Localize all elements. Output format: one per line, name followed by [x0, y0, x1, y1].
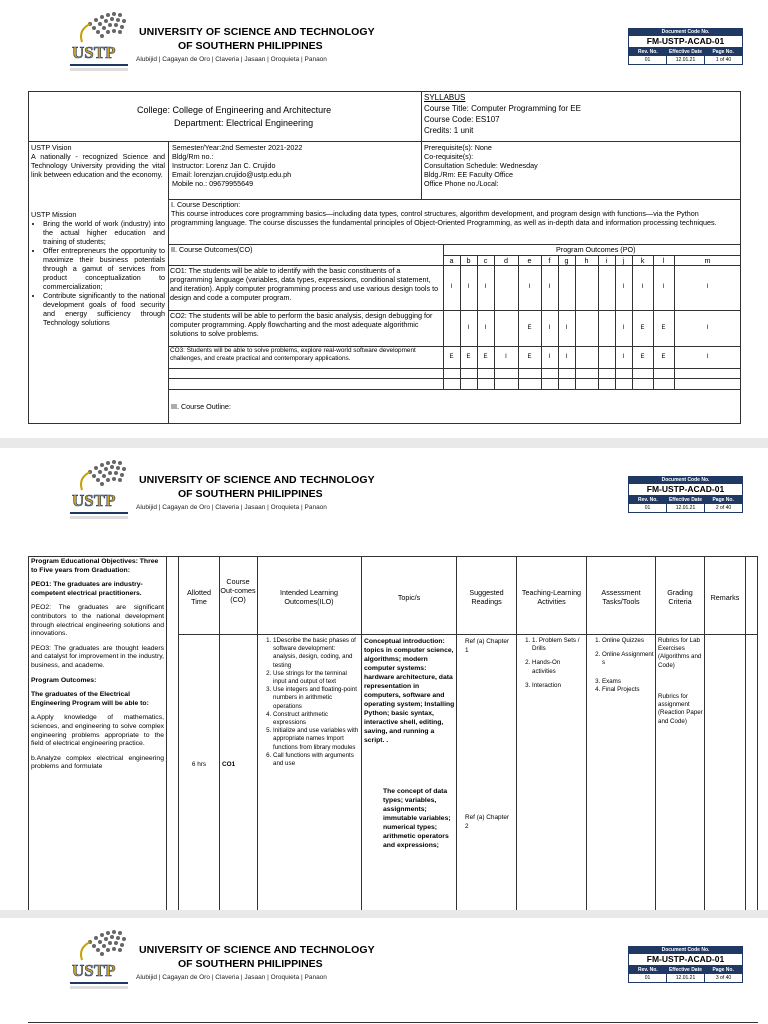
department-name: Department: Electrical Engineering: [174, 118, 314, 128]
doc-code: FM-USTP-ACAD-01: [629, 954, 742, 966]
ilo-item: 6. Call functions with arguments and use: [273, 752, 360, 768]
semester: Semester/Year:2nd Semester 2021-2022: [172, 143, 303, 152]
po-mark: E: [449, 353, 454, 360]
tla-item: 1. 1. Problem Sets / Drills: [532, 637, 585, 653]
doc-code: FM-USTP-ACAD-01: [629, 36, 742, 48]
eff-label: Effective Date: [667, 48, 705, 56]
page-number: 3 of 40: [715, 975, 732, 981]
po-mark: I: [641, 284, 644, 290]
po-letter-h: h: [584, 256, 589, 265]
po-mark: I: [622, 353, 625, 360]
po-mark: E: [661, 353, 666, 360]
po-mark: I: [548, 324, 551, 331]
university-name: UNIVERSITY OF SCIENCE AND TECHNOLOGY: [139, 26, 375, 38]
po-letter-i: i: [605, 256, 608, 265]
po-mark: I: [467, 284, 470, 290]
po-mark: I: [450, 284, 453, 290]
mission-title: USTP Mission: [31, 210, 77, 219]
instructor: Instructor: Lorenz Jan C. Crujido: [172, 161, 276, 170]
po-mark: E: [527, 353, 532, 360]
po-mark: I: [565, 353, 568, 360]
page-header: [0, 0, 768, 85]
po-letter-k: k: [640, 256, 645, 265]
eff-label: Effective Date: [667, 496, 705, 504]
course-outline-title: III. Course Outline:: [171, 402, 231, 411]
po-intro: The graduates of the Electrical Engineering Program will be able to:: [31, 691, 149, 707]
col-course-outcomes: Course Out-comes (CO): [220, 577, 256, 604]
topic-2: The concept of data types; variables, assignments; immutable variables; numerical types; arithmetic operators and expressions;: [383, 788, 451, 849]
university-name-line2: OF SOUTHERN PHILIPPINES: [178, 488, 323, 500]
po-mark: I: [505, 353, 507, 360]
ilo-item: 3. Use integers and floating-point numbers in arithmetic operations: [273, 686, 360, 711]
reading-1: Ref (a) Chapter 1: [465, 638, 510, 654]
instructor-mobile: Mobile no.: 09679955649: [172, 179, 254, 188]
syllabus-page-2: [0, 448, 768, 910]
ustp-logo-icon: [68, 458, 130, 524]
description-title: I. Course Description:: [171, 200, 241, 209]
vision-block: [31, 143, 165, 203]
syllabus-label: SYLLABUS: [424, 93, 466, 102]
credits: Credits: 1 unit: [424, 126, 474, 135]
po-mark: I: [467, 324, 470, 331]
col-topics: Topic/s: [397, 593, 421, 602]
po-mark: I: [548, 353, 551, 360]
syllabus-page-1: [0, 0, 768, 438]
page-label: Page No.: [704, 966, 742, 974]
peo3: PEO3: The graduates are thought leaders and catalyst for improvement in the industry, business, and academe.: [31, 644, 164, 669]
consultation-room: Bldg./Rm: EE Faculty Office: [424, 170, 513, 179]
po-letter-f: f: [548, 256, 551, 265]
po-letter-e: e: [527, 256, 532, 265]
course-outcomes-title: II. Course Outcomes(CO): [171, 245, 253, 254]
peo2: PEO2: The graduates are significant contributors to the national development through electrical engineering solutions and innovations.: [31, 604, 164, 638]
assessment-list: [588, 637, 654, 757]
col-remarks: Remarks: [710, 593, 740, 602]
po-letter-j: j: [622, 256, 625, 265]
ilo-list: [259, 637, 360, 909]
col-readings: Suggested Readings: [469, 588, 504, 606]
topic-1: Conceptual introduction: topics in computer science, algorithms; modern computer systems: hardware architecture, data representation in computers, software and operating system; Installing Python; basic syntax, interactive shell, editing, saving, and running a script. .: [364, 638, 455, 744]
co3-text: CO3: Students will be able to solve problems, explore real-world software development challenges, and create practical and contemporary applications.: [170, 347, 416, 362]
rev-value: 01: [629, 56, 667, 64]
corequisite: Co-requisite(s):: [424, 152, 474, 161]
po-mark: I: [662, 284, 665, 290]
po-letter-d: d: [504, 256, 508, 265]
eff-value: 12.01.21: [667, 56, 705, 64]
university-name: UNIVERSITY OF SCIENCE AND TECHNOLOGY: [139, 474, 375, 486]
vision-text: A nationally - recognized Science and Technology University providing the vital link between education and the economy.: [31, 152, 165, 179]
syllabus-page-3: [0, 918, 768, 1024]
doc-code-label: Document Code No.: [629, 29, 742, 36]
po-heading: Program Outcomes:: [31, 676, 97, 684]
po-letter-a: a: [449, 256, 454, 265]
peo1: PEO1: The graduates are industry-competent electrical practitioners.: [31, 581, 143, 597]
co2-text: CO2: The students will be able to perform the basic analysis, design debugging for computer programming. Apply flowcharting and the most adequate algorithmic solutions to solve problems.: [170, 311, 433, 338]
eff-value: 12.01.21: [667, 974, 705, 982]
rev-label: Rev. No.: [629, 48, 667, 56]
po-mark: E: [640, 353, 645, 360]
document-code-box: [628, 28, 743, 65]
doc-code: FM-USTP-ACAD-01: [629, 484, 742, 496]
po-a: a.Apply knowledge of mathematics, sciences, and engineering to solve complex engineering problems appropriate to the field of electrical engineering practice.: [31, 714, 164, 748]
allotted-time-value: 6 hrs: [191, 761, 207, 768]
page-header: [0, 448, 768, 533]
course-description: [171, 200, 738, 244]
assessment-item: 4. Final Projects: [602, 686, 654, 694]
university-name-line2: OF SOUTHERN PHILIPPINES: [178, 958, 323, 970]
rev-label: Rev. No.: [629, 966, 667, 974]
eff-value: 12.01.21: [667, 504, 705, 512]
bldg-room: Bldg/Rm no.:: [172, 152, 214, 161]
rev-value: 01: [629, 504, 667, 512]
college-name: College: College of Engineering and Architecture: [137, 105, 332, 115]
course-title: Course Title: Computer Programming for EE: [424, 104, 581, 113]
course-code: Course Code: ES107: [424, 115, 500, 124]
document-code-box: [628, 946, 743, 983]
po-mark: E: [466, 353, 471, 360]
mission-block: [31, 210, 165, 395]
ilo-item: 2. Use strings for the terminal input and output of text: [273, 670, 360, 686]
ilo-item: 4. Construct arithmetic expressions: [273, 711, 360, 727]
campus-list: Alubijid | Cagayan de Oro | Claveria | Jasaan | Oroquieta | Panaon: [136, 56, 327, 63]
po-letter-g: g: [564, 256, 569, 265]
reading-2: Ref (a) Chapter 2: [465, 814, 510, 830]
university-name-line2: OF SOUTHERN PHILIPPINES: [178, 40, 323, 52]
po-letter-c: c: [483, 256, 488, 265]
peo-title: Program Educational Objectives: Three to Five years from Graduation:: [31, 558, 159, 574]
consultation-schedule: Consultation Schedule: Wednesday: [424, 161, 538, 170]
ustp-logo-icon: [68, 10, 130, 76]
po-mark: I: [706, 284, 709, 290]
svg-text:USTP: USTP: [72, 491, 116, 510]
tla-item: 2. Hands-On activities: [532, 659, 585, 675]
po-mark: I: [622, 324, 625, 331]
ilo-item: 5. Initialize and use variables with appropriate names Import functions from library modules: [273, 727, 360, 752]
ilo-item: 1. 1Describe the basic phases of software development: analysis, design, coding, and testing: [273, 637, 360, 670]
co1-text: CO1: The students will be able to identify with the basic constituents of a programming language (variables, data types, expressions, conditional statement, and iteration). Apply computer programming process and use various design tools to design and code a computer program.: [170, 266, 439, 302]
grading-2: Rubrics for assignment (Reaction Paper and Code): [658, 693, 703, 725]
mission-item: • Offer entrepreneurs the opportunity to maximize their business potentials through a gamut of services from product conceptualization to commercialization;: [43, 246, 165, 291]
prerequisite: Prerequisite(s): None: [424, 143, 492, 152]
document-code-box: [628, 476, 743, 513]
col-ilo: Intended Learning Outcomes(ILO): [280, 588, 338, 606]
tla-list: [518, 637, 585, 717]
po-mark: I: [528, 284, 531, 290]
assessment-item: 1. Online Quizzes: [602, 637, 654, 645]
university-name: UNIVERSITY OF SCIENCE AND TECHNOLOGY: [139, 944, 375, 956]
po-mark: I: [565, 324, 568, 331]
tla-item: 3. Interaction: [532, 682, 585, 690]
po-mark: E: [483, 353, 488, 360]
doc-code-label: Document Code No.: [629, 477, 742, 484]
po-letter-b: b: [466, 256, 471, 265]
campus-list: Alubijid | Cagayan de Oro | Claveria | Jasaan | Oroquieta | Panaon: [136, 974, 327, 981]
ustp-logo-icon: [68, 928, 130, 994]
office-phone: Office Phone no./Local:: [424, 179, 499, 188]
po-letter-m: m: [704, 256, 711, 265]
page-label: Page No.: [704, 496, 742, 504]
instructor-email: Email: lorenzjan.crujido@ustp.edu.ph: [172, 170, 292, 179]
assessment-item: 2. Online Assignment s: [602, 651, 654, 667]
co-value: CO1: [222, 761, 236, 768]
description-text: This course introduces core programming basics—including data types, control structures, algorithm development, and program design with functions—via the Python programming language. The course discusses the fundamental principles of Object-Oriented Programming, as well as in-depth data and information processing techniques.: [171, 209, 717, 227]
vision-title: USTP Vision: [31, 143, 72, 152]
svg-text:USTP: USTP: [72, 961, 116, 980]
po-mark: I: [484, 324, 487, 331]
mission-item: • Bring the world of work (industry) into the actual higher education and training of students;: [43, 219, 165, 246]
col-assessment: Assessment Tasks/Tools: [601, 588, 641, 606]
eff-label: Effective Date: [667, 966, 705, 974]
doc-code-label: Document Code No.: [629, 947, 742, 954]
rev-label: Rev. No.: [629, 496, 667, 504]
po-mark: E: [640, 324, 645, 331]
col-allotted-time: Allotted Time: [187, 588, 211, 606]
assessment-item: 3. Exams: [602, 678, 654, 686]
grading-1: Rubrics for Lab Exercises (Algorithms and Code): [658, 637, 702, 669]
page-header: [0, 918, 768, 1003]
col-grading: Grading Criteria: [667, 588, 693, 606]
po-b: b.Analyze complex electrical engineering problems and formulate: [31, 754, 164, 771]
col-tla: Teaching-Learning Activities: [521, 588, 582, 606]
campus-list: Alubijid | Cagayan de Oro | Claveria | Jasaan | Oroquieta | Panaon: [136, 504, 327, 511]
po-mark: E: [527, 324, 532, 331]
po-mark: I: [706, 353, 709, 360]
peo-column: [31, 558, 164, 908]
po-mark: I: [706, 324, 709, 331]
po-mark: I: [548, 284, 551, 290]
program-outcomes-title: Program Outcomes (PO): [556, 245, 636, 254]
rev-value: 01: [629, 974, 667, 982]
page-number: 1 of 40: [715, 57, 732, 63]
page-label: Page No.: [704, 48, 742, 56]
po-mark: I: [484, 284, 487, 290]
mission-item: • Contribute significantly to the national development goals of food security and energy sufficiency through Technology solutions: [43, 291, 165, 327]
page-number: 2 of 40: [715, 505, 732, 511]
po-mark: I: [622, 284, 625, 290]
svg-text:USTP: USTP: [72, 43, 116, 62]
po-letter-l: l: [662, 256, 665, 265]
po-mark: E: [661, 324, 666, 331]
